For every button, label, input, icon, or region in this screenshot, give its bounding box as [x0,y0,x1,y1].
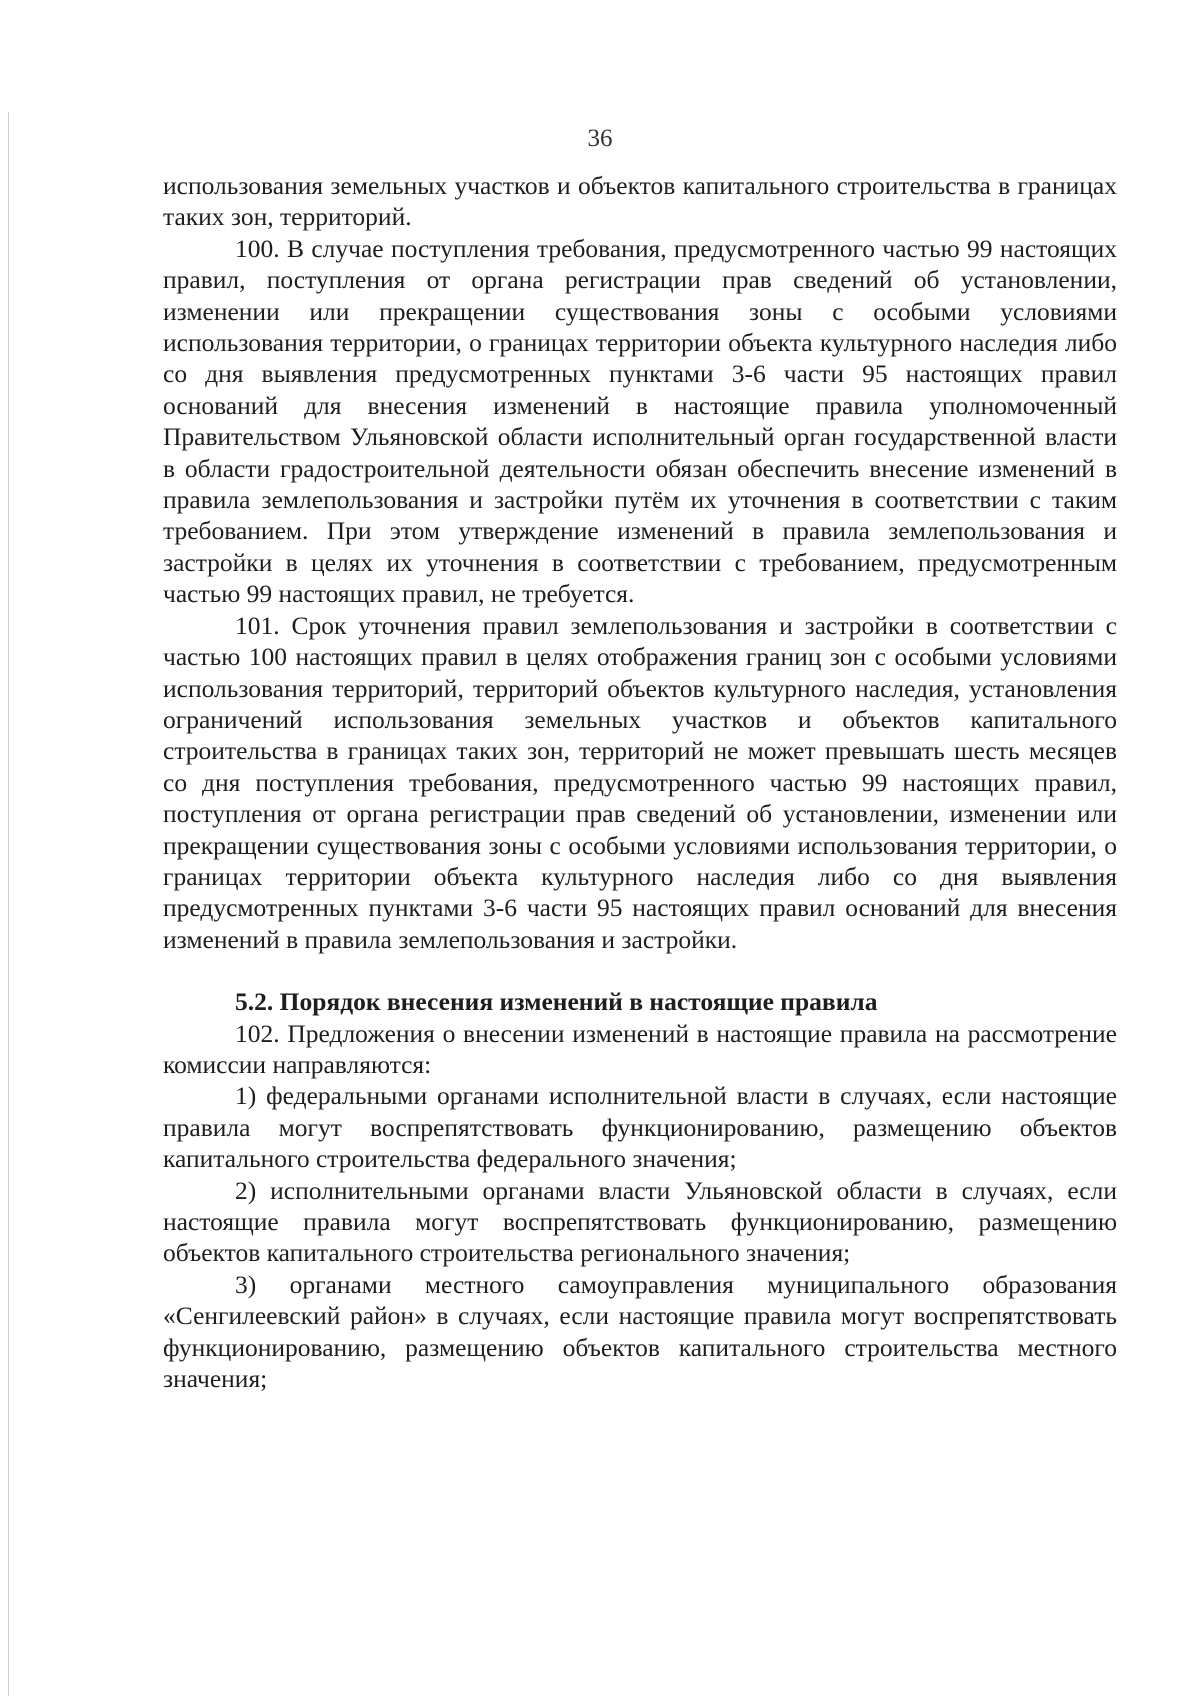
list-item-102-1: 1) федеральными органами исполнительной власти в случаях, если настоящие правила могут воспрепятствовать функционированию, размещению объектов капитального строительства федерального значения; [163,1081,1117,1174]
paragraph-102: 102. Предложения о внесении изменений в настоящие правила на рассмотрение комиссии направляются: [163,1018,1117,1079]
scan-edge-line [8,112,9,1696]
list-item-102-3: 3) органами местного самоуправления муниципального образования «Сенгилеевский район» в случаях, если настоящие правила могут воспрепятствовать функционированию, размещению объектов капитального строительства местного значения; [163,1269,1117,1394]
page-number: 36 [587,125,613,152]
paragraph-continuation: использования земельных участков и объектов капитального строительства в границах таких зон, территорий. [163,171,1117,232]
document-body [163,170,1117,1394]
section-heading-5-2: 5.2. Порядок внесения изменений в настоящие правила [235,987,878,1017]
paragraph-100: 100. В случае поступления требования, предусмотренного частью 99 настоящих правил, поступления от органа регистрации прав сведений об установлении, изменении или прекращении существования зоны с особыми условиями использования территории, о границах территории объекта культурного наследия либо со дня выявления предусмотренных пунктами 3-6 части 95 настоящих правил оснований для внесения изменений в настоящие правила уполномоченный Правительством Ульяновской области исполнительный орган государственной власти в области градостроительной деятельности обязан обеспечить внесение изменений в правила землепользования и застройки путём их уточнения в соответствии с таким требованием. При этом утверждение изменений в правила землепользования и застройки в целях их уточнения в соответствии с требованием, предусмотренным частью 99 настоящих правил, не требуется. [163,233,1117,609]
list-item-102-2: 2) исполнительными органами власти Ульяновской области в случаях, если настоящие правила могут воспрепятствовать функционированию, размещению объектов капитального строительства регионального значения; [163,1175,1117,1268]
paragraph-101: 101. Срок уточнения правил землепользования и застройки в соответствии с частью 100 настоящих правил в целях отображения границ зон с особыми условиями использования территорий, территорий объектов культурного наследия, установления ограничений использования земельных участков и объектов капитального строительства в границах таких зон, территорий не может превышать шесть месяцев со дня поступления требования, предусмотренного частью 99 настоящих правил, поступления от органа регистрации прав сведений об установлении, изменении или прекращении существования зоны с особыми условиями использования территории, о границах территории объекта культурного наследия либо со дня выявления предусмотренных пунктами 3-6 части 95 настоящих правил оснований для внесения изменений в правила землепользования и застройки. [163,610,1117,954]
